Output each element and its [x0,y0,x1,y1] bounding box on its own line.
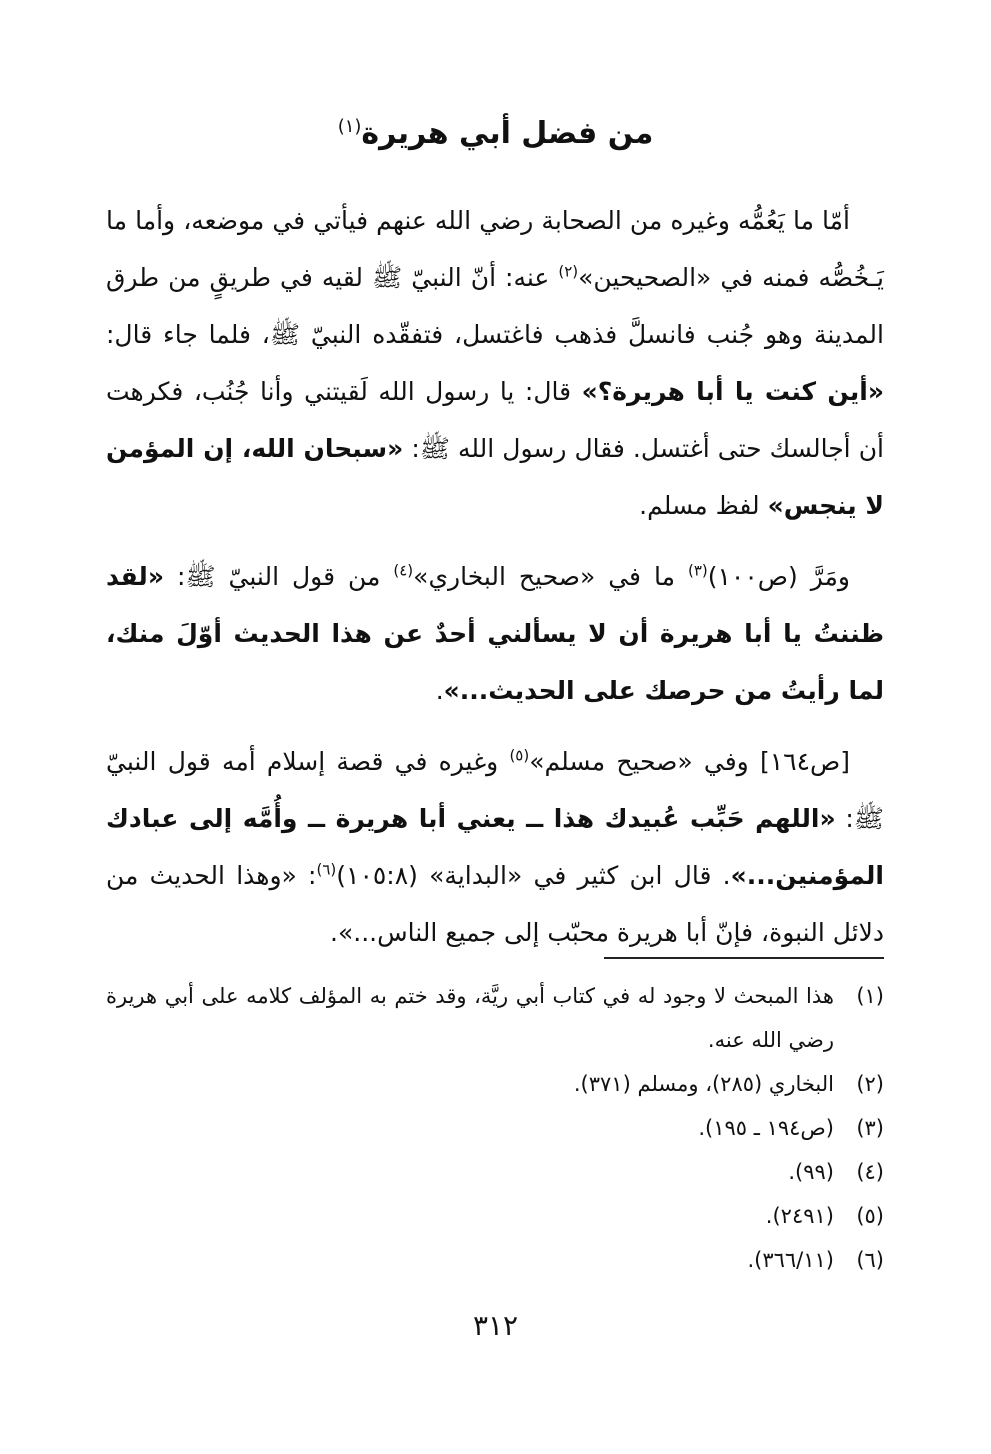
text-run: وغيره في قصة إسلام أمه قول النبيّ ﷺ: [106,747,885,833]
footnote-ref: (٢) [558,262,579,281]
footnote-text: هذا المبحث لا وجود له في كتاب أبي ريَّة، وقد ختم به المؤلف كلامه على أبي هريرة رضي الله عنه. [106,984,834,1052]
paragraph-3 [106,733,884,961]
footnote-number: (٢) [856,1072,884,1096]
footnote-ref: (٥) [509,746,530,765]
text-run: [ص١٦٤] وفي «صحيح مسلم» [529,747,850,776]
quoted-hadith: «سبحان الله، إن المؤمن لا ينجس» [106,434,884,520]
footnotes [106,974,884,1282]
text-run: ما في «صحيح البخاري» [413,562,688,591]
footnote-6 [106,1238,884,1282]
footnote-5 [106,1194,884,1238]
paragraph-1 [106,192,884,534]
paragraph-2 [106,548,884,719]
footnote-text: (٩٩). [788,1160,834,1184]
footnote-text: (ص١٩٤ ـ ١٩٥). [698,1116,834,1140]
quoted-hadith: «أين كنت يا أبا هريرة؟» [581,377,885,406]
page-number: ٣١٢ [472,1309,519,1342]
text-run: لفظ مسلم. [639,491,768,520]
footnote-text: (٣٦٦/١١). [747,1248,834,1272]
title-text: من فضل أبي هريرة [361,116,654,151]
body-text [106,192,884,975]
text-run: قال: يا رسول الله لَقيتني وأنا جُنُب، فكرهت أن أجالسك حتى أغتسل. فقال رسول الله ﷺ: [106,377,885,463]
text-run: ومَرَّ (ص١٠٠) [707,562,850,591]
page-title [0,112,991,156]
footnote-number: (٣) [856,1116,884,1140]
text-run: . [435,676,444,705]
footnote-4 [106,1150,884,1194]
footnote-divider [604,957,884,959]
footnote-text: (٢٤٩١). [765,1204,834,1228]
text-run: : «وهذا الحديث من دلائل النبوة، فإنّ أبا هريرة محبّب إلى جميع الناس...». [106,861,884,947]
footnote-ref: (٣) [687,561,708,580]
text-run: أمّا ما يَعُمُّه وغيره من الصحابة رضي الله عنهم فيأتي في موضعه، وأما ما يَـخُصُّه فمنه في «الصحيحين» [106,206,884,292]
text-run: عنه: أنّ النبيّ ﷺ لقيه في طريقٍ من طرق المدينة وهو جُنب فانسلَّ فذهب فاغتسل، فتفقّده النبيّ ﷺ، فلما جاء قال: [106,263,884,349]
quoted-hadith: «لقد ظننتُ يا أبا هريرة أن لا يسألني أحدٌ عن هذا الحديث أوّلَ منك، لما رأيتُ من حرصك على الحديث...» [106,562,884,705]
title-footnote-ref: (١) [337,116,362,137]
footnote-ref: (٤) [393,561,414,580]
footnote-ref: (٦) [316,860,337,879]
quoted-hadith: «اللهم حَبِّب عُبيدك هذا ــ يعني أبا هريرة ــ وأُمَّه إلى عبادك المؤمنين...» [106,804,884,890]
footnote-3 [106,1106,884,1150]
footnote-number: (٥) [856,1204,884,1228]
footnote-2 [106,1062,884,1106]
text-run: . قال ابن كثير في «البداية» (١٠٥:٨) [336,861,731,890]
footnote-text: البخاري (٢٨٥)، ومسلم (٣٧١). [573,1072,834,1096]
footnote-number: (٤) [856,1160,884,1184]
text-run: من قول النبيّ ﷺ: [163,562,394,591]
footnote-1 [106,974,884,1062]
footnote-number: (١) [856,984,884,1008]
footnote-number: (٦) [856,1248,884,1272]
